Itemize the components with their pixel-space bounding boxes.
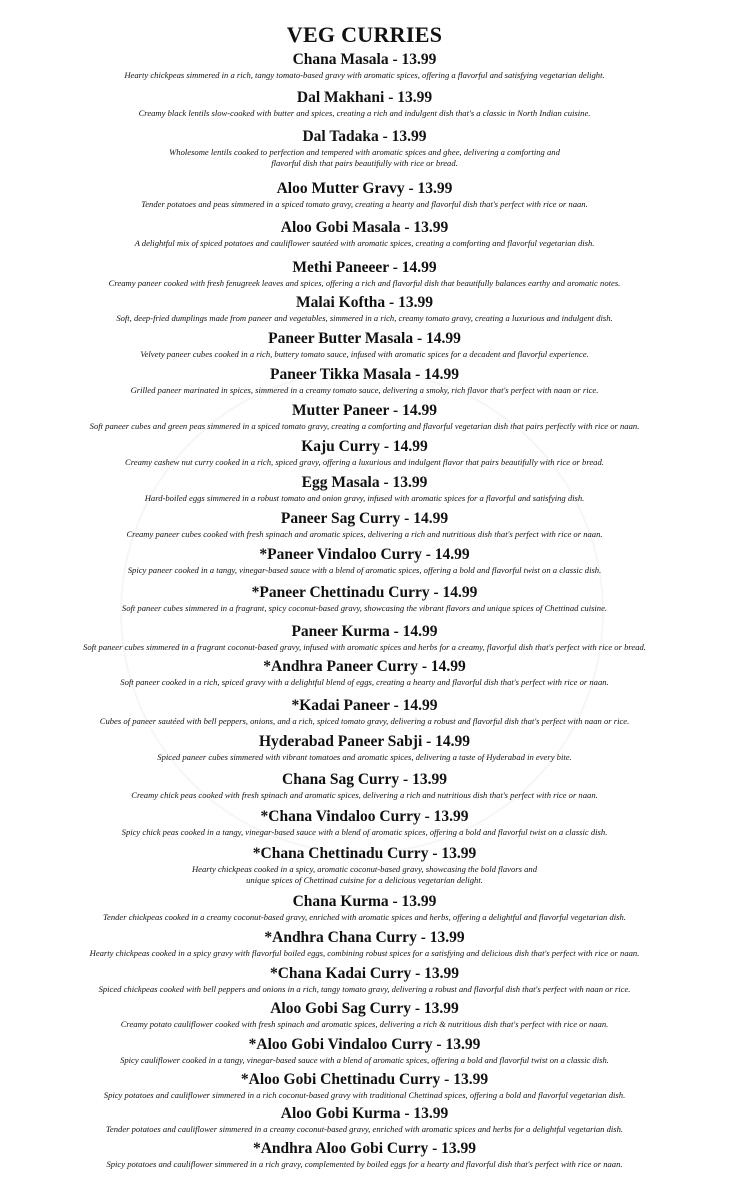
menu-item-description: [0, 603, 729, 614]
menu-item-name: *Andhra Paneer Curry - 14.99: [263, 658, 466, 675]
menu-item-description: [0, 948, 729, 959]
menu-item-name: Chana Kurma - 13.99: [292, 893, 437, 910]
menu-item-description: [0, 752, 729, 763]
menu-item: [0, 259, 729, 289]
menu-item-description: [0, 147, 729, 169]
description-line: Spicy chick peas cooked in a tangy, vinegar-based sauce with a blend of aromatic spices, offering a bold and flavorful twist on a classic dish.: [121, 827, 608, 837]
menu-item-description: [0, 238, 729, 249]
description-line: Spiced paneer cubes simmered with vibrant tomatoes and aromatic spices, delivering a taste of Hyderabad in every bite.: [157, 752, 572, 762]
description-line: Creamy cashew nut curry cooked in a rich, spiced gravy, offering a luxurious and indulgent flavor that pairs beautifully with rice or bread.: [125, 457, 604, 467]
description-line: Spicy paneer cooked in a tangy, vinegar-based sauce with a blend of aromatic spices, offering a bold and flavorful twist on a classic dish.: [127, 565, 602, 575]
menu-item: [0, 1105, 729, 1135]
menu-item-description: [0, 1124, 729, 1135]
menu-item: [0, 51, 729, 81]
menu-item: [0, 771, 729, 801]
description-line: Spiced chickpeas cooked with bell peppers and onions in a rich, tangy tomato gravy, delivering a robust and flavorful dish that's perfect with naan or rice.: [98, 984, 631, 994]
description-line: Tender potatoes and cauliflower simmered in a creamy coconut-based gravy, enriched with aromatic spices and herbs for a delightful vegetarian dish.: [105, 1124, 624, 1134]
menu-item-name: Dal Makhani - 13.99: [296, 89, 433, 106]
menu-item-description: [0, 790, 729, 801]
menu-item: [0, 733, 729, 763]
description-line: Creamy paneer cooked with fresh fenugreek leaves and spices, offering a rich and flavorful dish that beautifully balances earthy and aromatic notes.: [108, 278, 621, 288]
description-line: Hard-boiled eggs simmered in a robust tomato and onion gravy, infused with aromatic spices for a flavorful and satisfying dish.: [144, 493, 585, 503]
description-line: Tender chickpeas cooked in a creamy coconut-based gravy, enriched with aromatic spices and herbs, offering a delightful and flavorful vegetarian dish.: [103, 912, 626, 922]
menu-item-description: [0, 313, 729, 324]
description-line: Velvety paneer cubes cooked in a rich, buttery tomato sauce, infused with aromatic spices for a decadent and flavorful experience.: [140, 349, 589, 359]
menu-item-name: Aloo Gobi Masala - 13.99: [280, 219, 449, 236]
menu-item: [0, 294, 729, 324]
menu-item-name: Paneer Sag Curry - 14.99: [280, 510, 449, 527]
menu-item-name: Paneer Kurma - 14.99: [291, 623, 438, 640]
menu-item: [0, 546, 729, 576]
menu-item: [0, 697, 729, 727]
menu-item-name: Aloo Gobi Kurma - 13.99: [280, 1105, 449, 1122]
menu-item: [0, 219, 729, 249]
menu-item-name: *Paneer Chettinadu Curry - 14.99: [251, 584, 478, 601]
description-line: Soft, deep-fried dumplings made from paneer and vegetables, simmered in a rich, creamy tomato gravy, creating a luxurious and indulgent dish.: [116, 313, 613, 323]
menu-item: [0, 584, 729, 614]
description-line: Grilled paneer marinated in spices, simmered in a creamy tomato sauce, delivering a smoky, rich flavor that's perfect with naan or rice.: [130, 385, 599, 395]
menu-item-name: Hyderabad Paneer Sabji - 14.99: [258, 733, 471, 750]
menu-item: [0, 845, 729, 886]
menu-item-description: [0, 642, 729, 653]
description-line: Creamy black lentils slow-cooked with butter and spices, creating a rich and indulgent dish that's a classic in North Indian cuisine.: [138, 108, 591, 118]
menu-item-name: *Chana Kadai Curry - 13.99: [269, 965, 460, 982]
menu-item-name: *Kadai Paneer - 14.99: [291, 697, 438, 714]
menu-item: [0, 658, 729, 688]
menu-item-name: *Andhra Aloo Gobi Curry - 13.99: [252, 1140, 477, 1157]
menu-item-name: Kaju Curry - 14.99: [301, 438, 428, 455]
menu-item-name: Chana Masala - 13.99: [292, 51, 437, 68]
menu-item-description: [0, 912, 729, 923]
menu-item-name: Malai Koftha - 13.99: [296, 294, 433, 311]
menu-item-name: *Aloo Gobi Vindaloo Curry - 13.99: [248, 1036, 481, 1053]
menu-item: [0, 474, 729, 504]
description-line: Creamy paneer cubes cooked with fresh spinach and aromatic spices, delivering a rich and nutritious dish that's perfect with rice or naan.: [126, 529, 603, 539]
menu-item-name: Methi Paneeer - 14.99: [292, 259, 437, 276]
menu-item-description: [0, 984, 729, 995]
menu-item: [0, 366, 729, 396]
menu-item-description: [0, 108, 729, 119]
description-line: Hearty chickpeas simmered in a rich, tangy tomato-based gravy with aromatic spices, offering a flavorful and satisfying vegetarian delight.: [124, 70, 605, 80]
menu-item-name: Aloo Gobi Sag Curry - 13.99: [270, 1000, 459, 1017]
menu-item-description: [0, 565, 729, 576]
description-line: Tender potatoes and peas simmered in a spiced tomato gravy, creating a hearty and flavorful dish that's perfect with rice or naan.: [141, 199, 588, 209]
menu-item-name: *Paneer Vindaloo Curry - 14.99: [259, 546, 470, 563]
description-line: Soft paneer cubes and green peas simmered in a spiced tomato gravy, creating a comforting and flavorful vegetarian dish that pairs perfectly with rice or naan.: [89, 421, 640, 431]
menu-item-description: [0, 1019, 729, 1030]
menu-item: [0, 623, 729, 653]
menu-item: [0, 402, 729, 432]
menu-item-description: [0, 349, 729, 360]
description-line: flavorful dish that pairs beautifully with rice or bread.: [271, 158, 458, 168]
menu-item-name: Chana Sag Curry - 13.99: [282, 771, 447, 788]
menu-item: [0, 89, 729, 119]
section-title: VEG CURRIES: [286, 22, 443, 47]
menu-item-description: [0, 716, 729, 727]
menu-item: [0, 1140, 729, 1170]
description-line: Soft paneer cooked in a rich, spiced gravy with a delightful blend of eggs, creating a hearty and flavorful dish that's perfect with rice or naan.: [120, 677, 609, 687]
menu-item-name: *Andhra Chana Curry - 13.99: [264, 929, 465, 946]
menu-item-description: [0, 421, 729, 432]
menu-item: [0, 510, 729, 540]
menu-item-description: [0, 529, 729, 540]
menu-item-name: Aloo Mutter Gravy - 13.99: [276, 180, 453, 197]
menu-item: [0, 929, 729, 959]
description-line: Cubes of paneer sautéed with bell peppers, onions, and a rich, spiced tomato gravy, delivering a robust and flavorful dish that's perfect with naan or rice.: [99, 716, 630, 726]
menu-item-name: *Chana Chettinadu Curry - 13.99: [252, 845, 477, 862]
menu-item-description: [0, 677, 729, 688]
menu-item-description: [0, 864, 729, 886]
menu-item: [0, 438, 729, 468]
menu-item: [0, 330, 729, 360]
menu-item: [0, 128, 729, 169]
menu-item-name: *Aloo Gobi Chettinadu Curry - 13.99: [240, 1071, 489, 1088]
description-line: Soft paneer cubes simmered in a fragrant coconut-based gravy, infused with aromatic spices and herbs for a creamy, flavorful dish that's perfect with rice or bread.: [83, 642, 646, 652]
menu-item-description: [0, 493, 729, 504]
menu-item-name: Paneer Butter Masala - 14.99: [268, 330, 461, 347]
menu-item: [0, 1000, 729, 1030]
menu-item-description: [0, 1090, 729, 1101]
menu-item-name: Paneer Tikka Masala - 14.99: [269, 366, 460, 383]
menu-item-description: [0, 457, 729, 468]
description-line: Spicy potatoes and cauliflower simmered in a rich gravy, complemented by boiled eggs for a hearty and flavorful dish that's perfect with rice or naan.: [106, 1159, 623, 1169]
description-line: Hearty chickpeas cooked in a spicy, aromatic coconut-based gravy, showcasing the bold flavors and: [191, 864, 538, 874]
menu-item: [0, 180, 729, 210]
description-line: Creamy potato cauliflower cooked with fresh spinach and aromatic spices, delivering a rich & nutritious dish that's perfect with rice or naan.: [120, 1019, 609, 1029]
description-line: Soft paneer cubes simmered in a fragrant, spicy coconut-based gravy, showcasing the vibrant flavors and unique spices of Chettinad cuisine.: [121, 603, 608, 613]
menu-item-name: Dal Tadaka - 13.99: [302, 128, 427, 145]
menu-item-description: [0, 199, 729, 210]
description-line: Spicy potatoes and cauliflower simmered in a rich coconut-based gravy with traditional Chettinad spices, offering a bold and flavorful vegetarian dish.: [103, 1090, 626, 1100]
menu-item-description: [0, 70, 729, 81]
menu-item-name: Mutter Paneer - 14.99: [292, 402, 437, 419]
menu-item-description: [0, 1159, 729, 1170]
menu-item: [0, 1071, 729, 1101]
menu-item: [0, 1036, 729, 1066]
description-line: Hearty chickpeas cooked in a spicy gravy with flavorful boiled eggs, combining robust spices for a satisfying and delicious dish that's perfect with rice or naan.: [89, 948, 640, 958]
menu-item: [0, 893, 729, 923]
menu-item-description: [0, 1055, 729, 1066]
menu-item-description: [0, 827, 729, 838]
menu-item-description: [0, 385, 729, 396]
menu-item: [0, 808, 729, 838]
description-line: A delightful mix of spiced potatoes and cauliflower sautéed with aromatic spices, creating a comforting and flavorful vegetarian dish.: [134, 238, 595, 248]
description-line: Creamy chick peas cooked with fresh spinach and aromatic spices, delivering a rich and nutritious dish that's perfect with rice or naan.: [131, 790, 598, 800]
menu-item-name: *Chana Vindaloo Curry - 13.99: [260, 808, 469, 825]
menu-item-name: Egg Masala - 13.99: [301, 474, 428, 491]
description-line: Spicy cauliflower cooked in a tangy, vinegar-based sauce with a blend of aromatic spices, offering a bold and flavorful twist on a classic dish.: [120, 1055, 609, 1065]
menu-item-description: [0, 278, 729, 289]
description-line: unique spices of Chettinad cuisine for a delicious vegetarian delight.: [246, 875, 483, 885]
description-line: Wholesome lentils cooked to perfection and tempered with aromatic spices and ghee, delivering a comforting and: [169, 147, 560, 157]
menu-item: [0, 965, 729, 995]
